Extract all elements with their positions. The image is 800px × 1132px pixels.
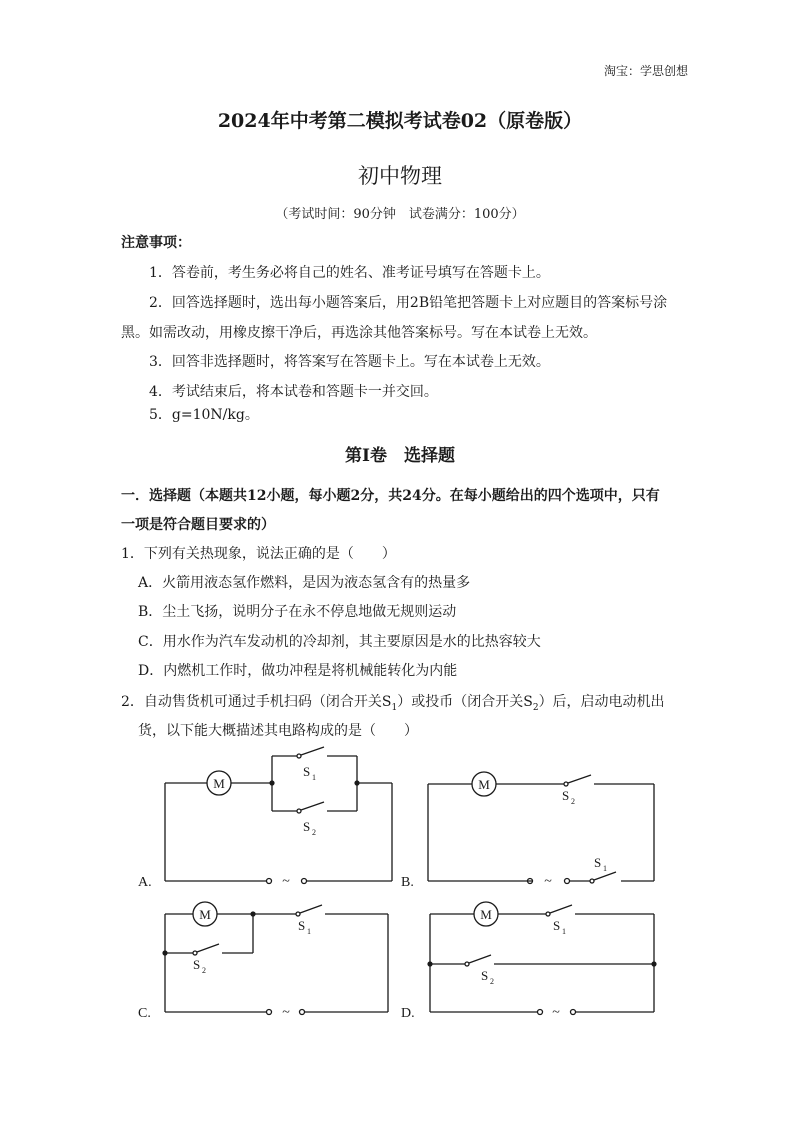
note-item: 1．答卷前，考生务必将自己的姓名、准考证号填写在答题卡上。 (149, 265, 550, 281)
section-title: 第Ⅰ卷 选择题 (345, 446, 455, 466)
option-label-a: A. (138, 875, 152, 890)
switch-label: S (303, 764, 311, 779)
junction-dot (250, 911, 255, 916)
note-item: 3．回答非选择题时，将答案写在答题卡上。写在本试卷上无效。 (149, 354, 550, 370)
circuit-d (430, 902, 654, 1015)
junction-dot (354, 780, 359, 785)
note-item: 5．g=10N/kg。 (149, 407, 259, 423)
motor-label: M (199, 907, 211, 922)
q1-option-b: B．尘土飞扬，说明分子在永不停息地做无规则运动 (138, 604, 457, 620)
switch-label: S (553, 918, 561, 933)
q2-sub: 1 (391, 702, 398, 713)
switch-sub: 1 (603, 864, 607, 873)
note-item: 黑。如需改动，用橡皮擦干净后，再选涂其他答案标号。写在本试卷上无效。 (121, 325, 597, 341)
switch-sub: 2 (202, 966, 206, 975)
switch-label: S (562, 788, 570, 803)
note-item: 2．回答选择题时，选出每小题答案后，用2B铅笔把答题卡上对应题目的答案标号涂 (149, 295, 668, 311)
junction-dot (427, 961, 432, 966)
circuit-a (165, 747, 392, 884)
circuit-b (428, 772, 654, 884)
ac-source-symbol: ~ (282, 874, 290, 889)
junction-dot (269, 780, 274, 785)
switch-label: S (298, 918, 306, 933)
q1-option-c: C．用水作为汽车发动机的冷却剂，其主要原因是水的比热容较大 (138, 634, 541, 650)
switch-label: S (193, 957, 201, 972)
switch-label: S (481, 968, 489, 983)
header-watermark: 淘宝：学思创想 (603, 64, 688, 78)
junction-dot (651, 961, 656, 966)
notes-heading: 注意事项： (121, 235, 191, 251)
switch-label: S (594, 855, 602, 870)
ac-source-symbol: ~ (552, 1005, 560, 1020)
switch-sub: 1 (307, 927, 311, 936)
q2-sub: 2 (532, 702, 539, 713)
motor-label: M (480, 907, 492, 922)
switch-sub: 2 (312, 828, 316, 837)
note-item: 4．考试结束后，将本试卷和答题卡一并交回。 (149, 384, 438, 400)
ac-source-symbol: ~ (282, 1005, 290, 1020)
q1-stem: 1．下列有关热现象，说法正确的是（ ） (121, 546, 396, 562)
part-one-line1: 一．选择题（本题共12小题，每小题2分，共24分。在每小题给出的四个选项中，只有 (121, 488, 660, 504)
q2-stem-line2: 货，以下能大概描述其电路构成的是（ ） (138, 723, 418, 739)
exam-title: 2024年中考第二模拟考试卷02（原卷版） (217, 110, 583, 132)
switch-sub: 2 (490, 977, 494, 986)
switch-sub: 2 (571, 797, 575, 806)
q1-option-a: A．火箭用液态氢作燃料，是因为液态氢含有的热量多 (138, 575, 471, 591)
option-label-c: C. (138, 1006, 151, 1021)
q2-stem-part: ）或投币（闭合开关S (397, 694, 533, 710)
subject-title: 初中物理 (358, 164, 442, 188)
option-label-b: B. (401, 875, 414, 890)
time-info: （考试时间：90分钟 试卷满分：100分） (275, 207, 525, 222)
junction-dot (162, 950, 167, 955)
part-one-line2: 一项是符合题目要求的） (121, 517, 275, 533)
switch-label: S (303, 819, 311, 834)
q1-option-d: D．内燃机工作时，做功冲程是将机械能转化为内能 (138, 663, 458, 679)
q2-stem-part: ）后，启动电动机出 (538, 694, 665, 710)
motor-label: M (213, 776, 225, 791)
motor-label: M (478, 777, 490, 792)
switch-sub: 1 (562, 927, 566, 936)
ac-source-symbol: ~ (544, 874, 552, 889)
q2-stem-part: 2．自动售货机可通过手机扫码（闭合开关S (121, 694, 392, 710)
switch-sub: 1 (312, 773, 316, 782)
option-label-d: D. (401, 1006, 415, 1021)
